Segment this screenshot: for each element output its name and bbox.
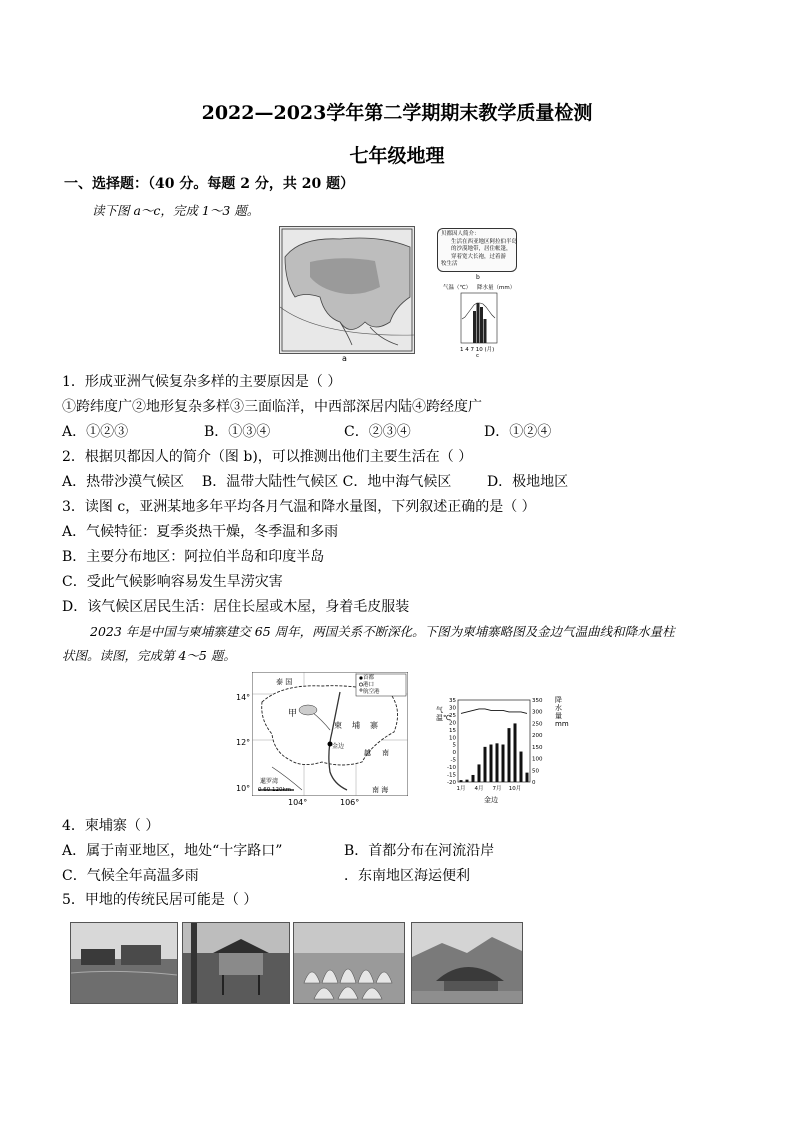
phnom-plot: [436, 694, 576, 806]
bedouin-line-1: 贝都因人简介：: [441, 231, 480, 237]
q1-option-c: C．②③④: [344, 424, 411, 440]
q5-stem: 5．甲地的传统民居可能是（ ）: [62, 892, 258, 908]
bedouin-line-3: 的沙漠地带，居住帐篷，: [451, 246, 512, 252]
temp-tick-label: 5: [452, 742, 456, 749]
temp-tick-label: 0: [452, 750, 456, 757]
q2-stem: 2．根据贝都因人的简介（图 b)，可以推测出他们主要生活在（ ）: [62, 449, 473, 465]
fig-c-xticks: 1 4 7 10 (月): [460, 347, 495, 353]
precip-bar: [472, 775, 475, 782]
fig-b-caption: b: [476, 274, 480, 281]
q4-option-d: ．东南地区海运便利: [344, 868, 470, 884]
label-scale: 0 60 120km: [258, 787, 292, 793]
label-south-sea: 南 海: [372, 786, 389, 794]
dwelling-photo-d: [411, 922, 523, 1004]
climate-chart-c: [443, 283, 515, 363]
precip-bar: [502, 745, 505, 782]
phnom-y2label: 降水量mm: [555, 696, 569, 728]
legend-port: 港口: [363, 682, 375, 688]
q4-option-a: A．属于南亚地区，地处“十字路口”: [62, 843, 283, 859]
temp-tick-label: 25: [449, 712, 456, 719]
lat-12: 12°: [236, 738, 251, 747]
asia-map-image: [280, 227, 414, 353]
q4-option-c: C．气候全年高温多雨: [62, 868, 199, 884]
fig-c-caption: c: [476, 353, 480, 359]
label-jian: 柬: [334, 721, 342, 730]
q3-option-c: C．受此气候影响容易发生旱涝灾害: [62, 574, 283, 590]
label-jia: 甲: [288, 709, 298, 719]
q1-option-b: B．①③④: [204, 424, 271, 440]
precip-bar: [466, 780, 469, 782]
q3-option-b: B．主要分布地区：阿拉伯半岛和印度半岛: [62, 549, 325, 565]
temp-tick-label: -15: [447, 772, 456, 779]
temp-tick-label: 30: [449, 705, 456, 712]
dwelling-photo-c: [293, 922, 405, 1004]
q4-stem: 4．柬埔寨（ ）: [62, 818, 160, 834]
temp-tick-label: 20: [449, 720, 456, 727]
legend-airport: 航空港: [363, 689, 380, 695]
precip-bar: [514, 723, 517, 782]
precip-bar: [484, 747, 487, 782]
legend-capital: 首都: [363, 675, 375, 681]
label-phnom-penh: 金边: [332, 743, 345, 750]
cambodia-map-figure: [236, 668, 414, 808]
label-pu: 埔: [352, 721, 360, 730]
q1-option-a: A．①②③: [62, 424, 129, 440]
q3-option-a: A．气候特征：夏季炎热干燥，冬季温和多雨: [62, 524, 339, 540]
label-gulf: 暹罗湾: [260, 778, 279, 785]
precip-tick-label: 150: [532, 744, 543, 751]
temp-tick-label: -10: [447, 765, 456, 772]
lon-104: 104°: [288, 798, 308, 807]
precip-bar: [478, 764, 481, 782]
fig-a-caption: a: [342, 354, 347, 363]
precip-tick-label: 250: [532, 721, 543, 728]
label-nan: 南: [382, 749, 389, 757]
month-tick-label: 4月: [474, 786, 484, 792]
month-tick-label: 7月: [492, 786, 502, 792]
dwelling-photo-b: [182, 922, 290, 1004]
precip-tick-label: 100: [532, 756, 543, 763]
precip-bar: [460, 780, 463, 782]
q1-stem: 1．形成亚洲气候复杂多样的主要原因是（ ）: [62, 374, 342, 390]
precip-tick-label: 200: [532, 733, 543, 740]
section-heading: 一、选择题：（40 分。每题 2 分，共 20 题）: [64, 176, 355, 192]
page-subtitle: 七年级地理: [349, 145, 445, 167]
precip-bar: [490, 745, 493, 782]
month-tick-label: 1月: [456, 786, 466, 792]
precip-tick-label: 350: [532, 698, 543, 704]
temp-tick-label: -5: [450, 757, 456, 764]
month-tick-label: 10月: [508, 786, 522, 792]
lon-106: 106°: [340, 798, 360, 807]
phnom-penh-climate-chart: [436, 694, 576, 806]
label-yue: 越: [364, 749, 371, 757]
intro2-line1: 2023 年是中国与柬埔寨建交 65 周年，两国关系不断深化。下图为柬埔寨略图及金边气温曲线和降水量柱: [90, 624, 675, 639]
q3-option-d: D．该气候区居民生活：居住长屋或木屋，身着毛皮服装: [62, 599, 410, 615]
q1-option-d: D．①②④: [484, 424, 552, 440]
bedouin-line-2: 生活在西亚地区阿拉伯半岛: [451, 238, 518, 245]
q1-statements: ①跨纬度广②地形复杂多样③三面临洋，中西部深居内陆④跨经度广: [62, 399, 482, 415]
dwelling-photo-a: [70, 922, 178, 1004]
temp-tick-label: -20: [447, 780, 456, 786]
intro2-line2: 状图。读图，完成第 4～5 题。: [62, 648, 236, 663]
precip-bar: [508, 728, 511, 782]
temp-tick-label: 15: [449, 727, 456, 734]
fig-c-y1label: 气温（℃）: [443, 285, 472, 291]
fig-c-plot: [443, 291, 515, 345]
temp-tick-label: 10: [449, 735, 456, 742]
lat-10: 10°: [236, 784, 251, 793]
label-thailand: 泰 国: [276, 678, 293, 686]
precip-tick-label: 300: [532, 709, 543, 716]
precip-tick-label: 0: [532, 780, 536, 786]
precip-bar: [526, 773, 529, 782]
section-intro: 读下图 a～c，完成 1～3 题。: [92, 203, 260, 218]
q4-option-b: B．首都分布在河流沿岸: [344, 843, 495, 859]
precip-bar: [496, 743, 499, 782]
temperature-line: [461, 709, 527, 713]
page-title: 2022—2023学年第二学期期末教学质量检测: [201, 102, 593, 124]
label-zhai: 寨: [370, 721, 378, 730]
precip-bar: [520, 752, 523, 782]
q3-stem: 3．读图 c，亚洲某地多年平均各月气温和降水量图，下列叙述正确的是（ ）: [62, 499, 536, 515]
bedouin-line-4: 穿着宽大长袍，过着游: [451, 253, 507, 260]
asia-map-figure: [279, 226, 415, 354]
bedouin-line-5: 牧生活: [441, 261, 458, 267]
phnom-y1label: 气温℃: [436, 706, 451, 722]
temp-tick-label: 35: [449, 698, 456, 704]
q2-options: A．热带沙漠气候区 B．温带大陆性气候区 C．地中海气候区 D．极地地区: [62, 474, 569, 490]
bedouin-intro-box: [437, 228, 517, 272]
precip-tick-label: 50: [532, 768, 539, 775]
lat-14: 14°: [236, 693, 251, 702]
phnom-caption: 金边: [484, 796, 498, 804]
fig-c-y2label: 降水量（mm）: [477, 285, 516, 291]
